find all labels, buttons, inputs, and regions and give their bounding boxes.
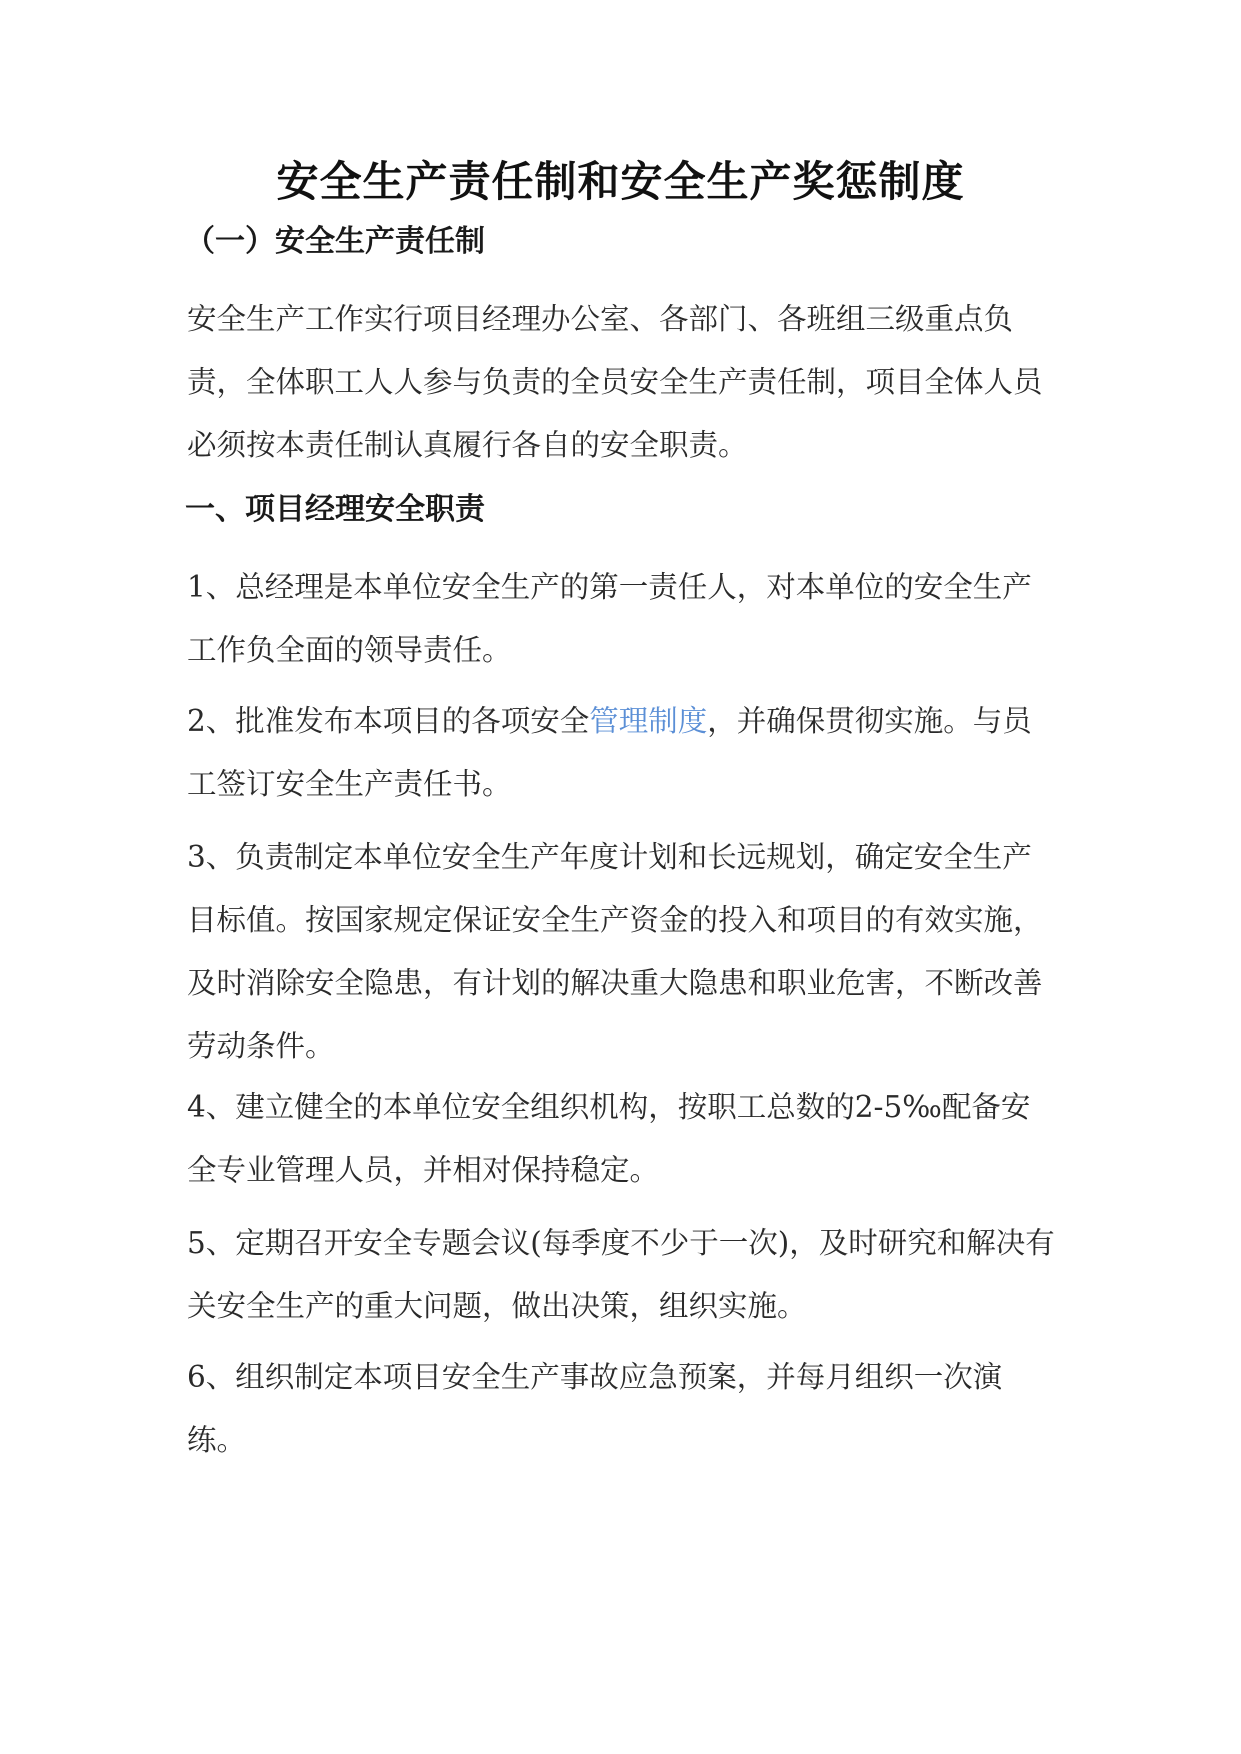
- duty-item-2-text-after: ，并确保贯彻实施。与员工签订安全生产责任书。: [187, 704, 1032, 801]
- duty-item-2-text-before: 2、批准发布本项目的各项安全: [187, 704, 590, 738]
- duty-item-5: 5、定期召开安全专题会议(每季度不少于一次)，及时研究和解决有关安全生产的重大问题，做出决策，组织实施。: [187, 1226, 1055, 1323]
- duty-item-1: 1、总经理是本单位安全生产的第一责任人，对本单位的安全生产工作负全面的领导责任。: [187, 570, 1032, 667]
- duty-item-6: 6、组织制定本项目安全生产事故应急预案，并每月组织一次演练。: [187, 1360, 1003, 1457]
- subheading-manager-duties: 一、项目经理安全职责: [185, 492, 485, 527]
- section-heading: （一）安全生产责任制: [185, 224, 485, 259]
- duty-item-2: [187, 690, 1057, 816]
- duty-item-3: 3、负责制定本单位安全生产年度计划和长远规划，确定安全生产目标值。按国家规定保证安全生产资金的投入和项目的有效实施，及时消除安全隐患，有计划的解决重大隐患和职业危害，不断改善劳动条件。: [187, 840, 1043, 1063]
- intro-paragraph: 安全生产工作实行项目经理办公室、各部门、各班组三级重点负责，全体职工人人参与负责的全员安全生产责任制，项目全体人员必须按本责任制认真履行各自的安全职责。: [187, 302, 1043, 462]
- document-title: 安全生产责任制和安全生产奖惩制度: [276, 157, 965, 206]
- duty-item-4: 4、建立健全的本单位安全组织机构，按职工总数的2-5‰配备安全专业管理人员，并相对保持稳定。: [187, 1090, 1031, 1187]
- management-system-link[interactable]: 管理制度: [589, 704, 708, 738]
